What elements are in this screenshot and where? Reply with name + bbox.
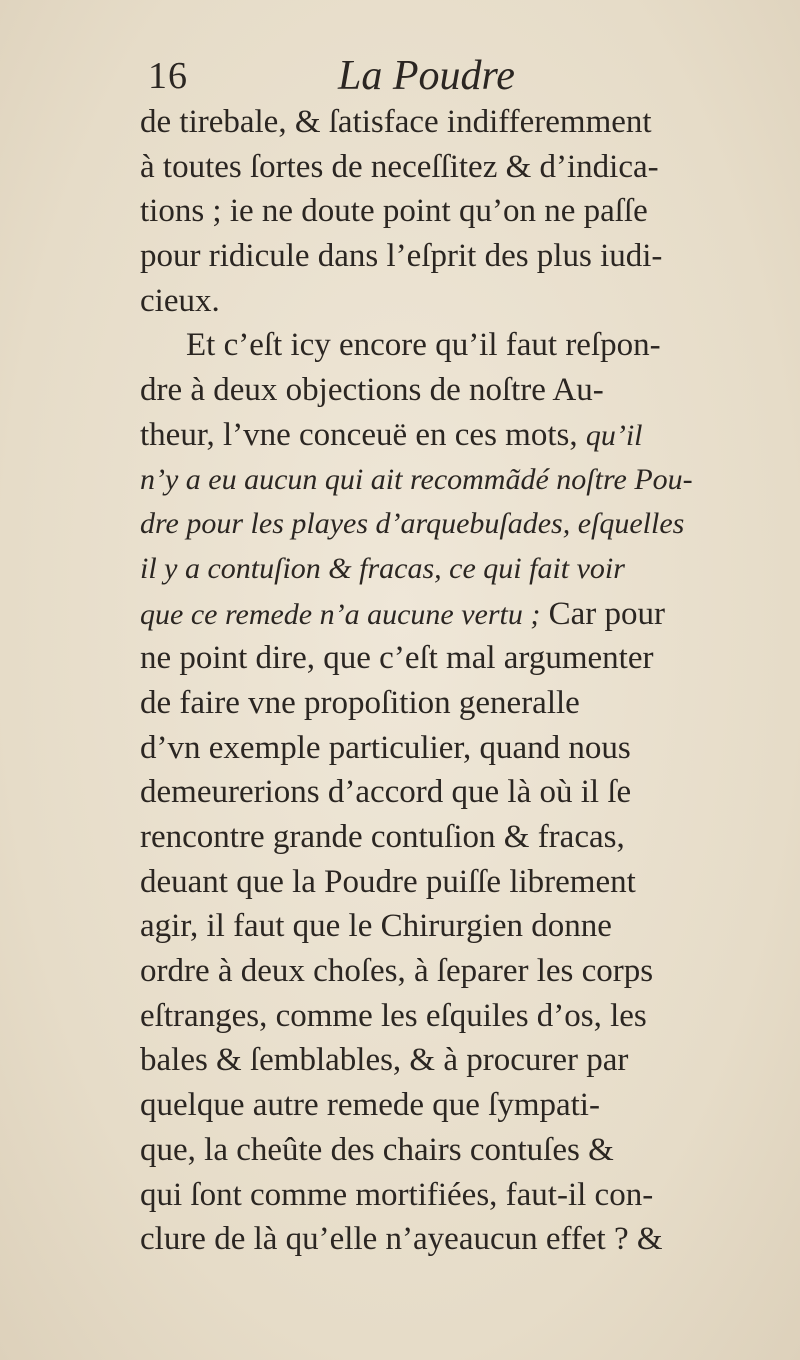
text-line: de faire vne propoſition generalle [140, 684, 580, 721]
page-number: 16 [148, 55, 188, 97]
paragraph-start-line: Et c’eſt icy encore qu’il faut reſpon- [186, 327, 661, 364]
text-line: tions ; ie ne doute point qu’on ne paſſe [140, 193, 648, 230]
text-line: que, la cheûte des chairs contuſes & [140, 1131, 614, 1168]
quotation-line: il y a contuſion & fracas, ce qui fait voir [140, 551, 625, 585]
quotation-end: que ce remede n’a aucune vertu ; [140, 597, 541, 631]
text-line: deuant que la Poudre puiſſe librement [140, 863, 636, 900]
text-line: de tirebale, & ſatisface indifferemment [140, 104, 652, 140]
quotation-start: qu’il [585, 418, 643, 452]
text-line: qui ſont comme mortifiées, faut-il con- [140, 1176, 654, 1213]
text-line [140, 592, 780, 637]
text-line: bales & ſemblables, & à procurer par [140, 1042, 629, 1079]
text-line: d’vn exemple particulier, quand nous [140, 729, 631, 766]
text-line: eſtranges, comme les eſquiles d’os, les [140, 997, 647, 1034]
text-line [140, 413, 780, 458]
text-line: cieux. [140, 282, 220, 319]
text-line-roman: Car pour [548, 595, 666, 632]
text-line: dre à deux objections de noſtre Au- [140, 372, 604, 409]
text-line: à toutes ſortes de neceſſitez & d’indica- [140, 148, 659, 185]
text-line: pour ridicule dans l’eſprit des plus iudi- [140, 238, 663, 275]
text-line: ordre à deux choſes, à ſeparer les corps [140, 953, 654, 990]
text-line-roman: theur, l’vne conceuë en ces mots, [140, 416, 578, 453]
body-text [140, 100, 780, 1262]
page-header [140, 50, 720, 102]
quotation-line: n’y a eu aucun qui ait recommãdé noſtre Pou- [140, 462, 693, 496]
text-line: quelque autre remede que ſympati- [140, 1087, 600, 1124]
text-line: agir, il faut que le Chirurgien donne [140, 908, 612, 945]
text-line: clure de là qu’elle n’ayeaucun effet ? & [140, 1221, 663, 1258]
text-line: rencontre grande contuſion & fracas, [140, 819, 625, 855]
quotation-line: dre pour les playes d’arquebuſades, eſquelles [140, 507, 685, 541]
text-line: ne point dire, que c’eſt mal argumenter [140, 640, 654, 677]
text-line: demeurerions d’accord que là où il ſe [140, 774, 632, 811]
running-head: La Poudre [338, 53, 515, 99]
